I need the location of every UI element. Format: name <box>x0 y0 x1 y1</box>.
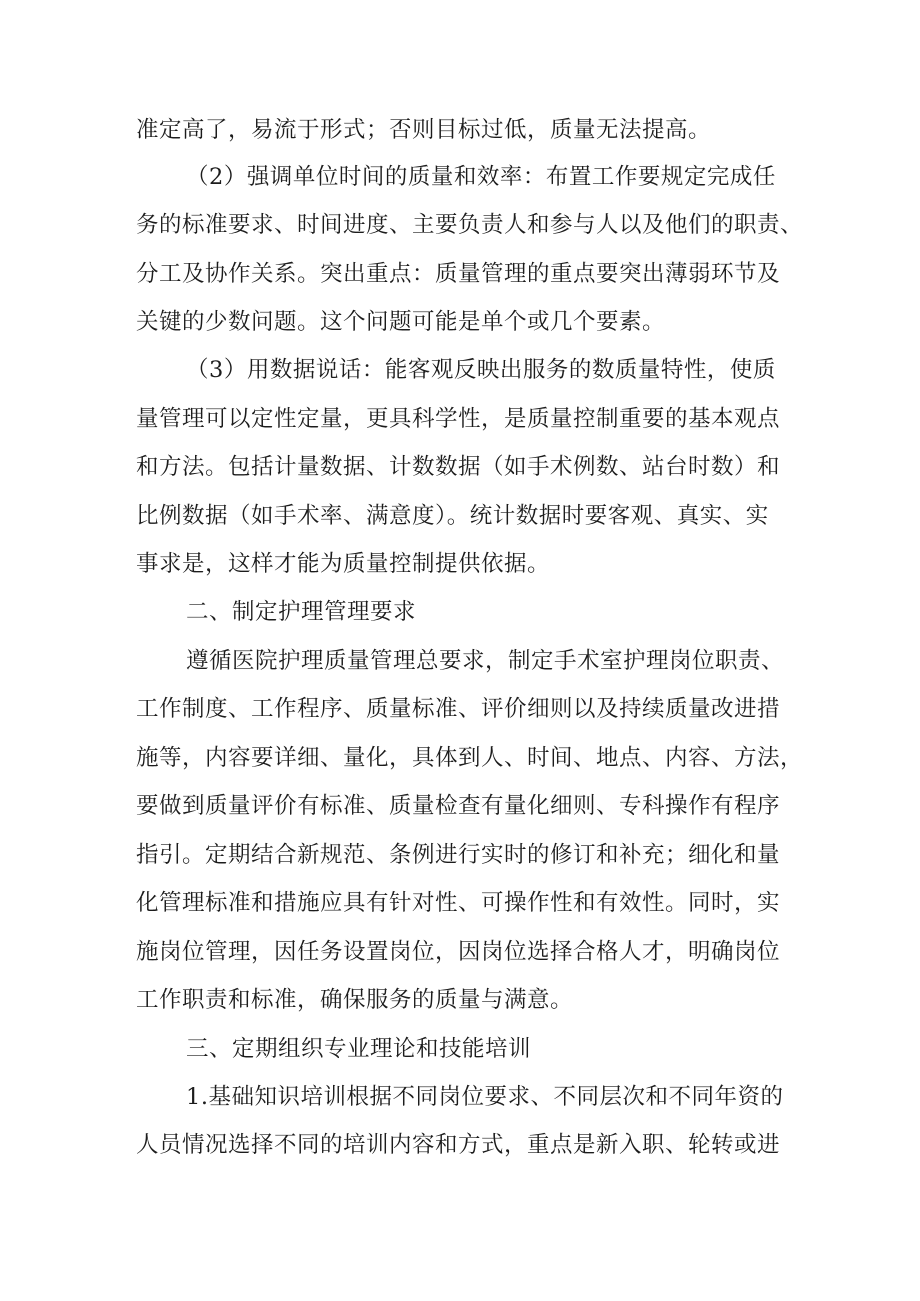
paragraph-line: 要做到质量评价有标准、质量检查有量化细则、专科操作有程序 <box>136 793 781 819</box>
paragraph-line: 量管理可以定性定量，更具科学性，是质量控制重要的基本观点 <box>136 406 781 432</box>
section-heading: 二、制定护理管理要求 <box>186 599 417 625</box>
paragraph-line: 工作制度、工作程序、质量标准、评价细则以及持续质量改进措 <box>136 696 781 722</box>
paragraph-line: 指引。定期结合新规范、条例进行实时的修订和补充；细化和量 <box>136 842 781 868</box>
paragraph-line: 事求是，这样才能为质量控制提供依据。 <box>136 551 551 577</box>
paragraph-line: 和方法。包括计量数据、计数数据（如手术例数、站台时数）和 <box>136 454 781 480</box>
paragraph-line: 分工及协作关系。突出重点：质量管理的重点要突出薄弱环节及 <box>136 261 781 287</box>
paragraph-line: （2）强调单位时间的质量和效率：布置工作要规定完成任 <box>186 164 776 190</box>
paragraph-line: 1.基础知识培训根据不同岗位要求、不同层次和不同年资的 <box>186 1084 784 1110</box>
paragraph-line: 人员情况选择不同的培训内容和方式，重点是新入职、轮转或进 <box>136 1132 781 1158</box>
paragraph-line: 工作职责和标准，确保服务的质量与满意。 <box>136 987 574 1013</box>
paragraph-line: 比例数据（如手术率、满意度）。统计数据时要客观、真实、实 <box>136 503 769 529</box>
section-heading: 三、定期组织专业理论和技能培训 <box>186 1036 532 1062</box>
paragraph-line: 遵循医院护理质量管理总要求，制定手术室护理岗位职责、 <box>186 648 785 674</box>
paragraph-line: 关键的少数问题。这个问题可能是单个或几个要素。 <box>136 309 666 335</box>
paragraph-line: 准定高了，易流于形式；否则目标过低，质量无法提高。 <box>136 117 712 143</box>
paragraph-line: 施等，内容要详细、量化，具体到人、时间、地点、内容、方法， <box>136 745 804 771</box>
paragraph-line: 务的标准要求、时间进度、主要负责人和参与人以及他们的职责、 <box>136 212 804 238</box>
paragraph-line: （3）用数据说话：能客观反映出服务的数质量特性，使质 <box>186 357 776 383</box>
paragraph-line: 施岗位管理，因任务设置岗位，因岗位选择合格人才，明确岗位 <box>136 939 781 965</box>
paragraph-line: 化管理标准和措施应具有针对性、可操作性和有效性。同时，实 <box>136 890 781 916</box>
